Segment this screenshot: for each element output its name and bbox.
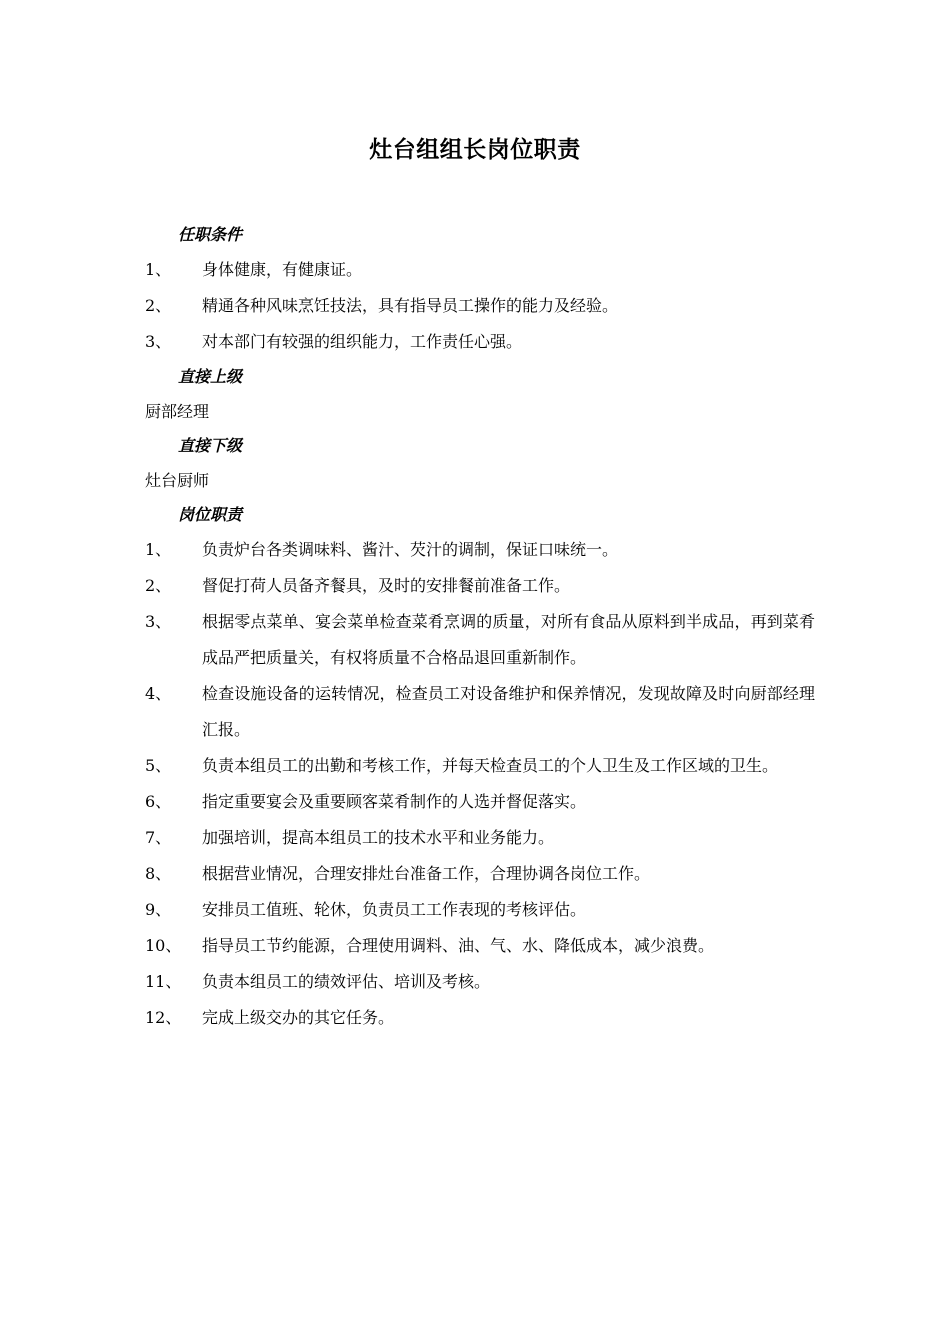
superior-value: 厨部经理 [145, 402, 210, 421]
list-item [145, 784, 815, 820]
list-item-number: 2、 [145, 296, 172, 315]
list-item-text: 指导员工节约能源，合理使用调料、油、气、水、降低成本，减少浪费。 [202, 936, 715, 955]
list-item-number: 4、 [145, 684, 172, 703]
list-item-number: 12、 [145, 1008, 182, 1027]
list-item-number: 9、 [145, 900, 172, 919]
list-item-number: 1、 [145, 260, 172, 279]
list-item-text: 根据营业情况，合理安排灶台准备工作，合理协调各岗位工作。 [202, 864, 651, 883]
list-item-text: 加强培训，提高本组员工的技术水平和业务能力。 [202, 828, 555, 847]
list-item [145, 252, 815, 288]
section-heading-subordinate: 直接下级 [178, 436, 243, 455]
list-item [145, 324, 815, 360]
list-item-text: 对本部门有较强的组织能力，工作责任心强。 [202, 332, 523, 351]
list-item [145, 892, 815, 928]
list-item [145, 928, 815, 964]
list-item [145, 532, 815, 568]
list-item-number: 5、 [145, 756, 172, 775]
list-item [145, 568, 815, 604]
list-item [145, 676, 815, 748]
list-item-number: 6、 [145, 792, 172, 811]
list-item [145, 964, 815, 1000]
list-item-text: 安排员工值班、轮休，负责员工工作表现的考核评估。 [202, 900, 587, 919]
list-item [145, 856, 815, 892]
list-item-text: 精通各种风味烹饪技法，具有指导员工操作的能力及经验。 [202, 296, 619, 315]
list-item [145, 1000, 815, 1036]
list-item-text: 身体健康，有健康证。 [202, 260, 363, 279]
list-item-text: 负责本组员工的出勤和考核工作，并每天检查员工的个人卫生及工作区域的卫生。 [202, 756, 779, 775]
list-item-number: 3、 [145, 332, 172, 351]
list-item-number: 2、 [145, 576, 172, 595]
list-item-text: 督促打荷人员备齐餐具，及时的安排餐前准备工作。 [202, 576, 571, 595]
list-item-text: 完成上级交办的其它任务。 [202, 1008, 395, 1027]
page-title: 灶台组组长岗位职责 [369, 137, 581, 163]
section-heading-superior: 直接上级 [178, 367, 243, 386]
list-item [145, 604, 815, 676]
list-item-number: 1、 [145, 540, 172, 559]
list-item-text: 检查设施设备的运转情况，检查员工对设备维护和保养情况，发现故障及时向厨部经理汇报。 [202, 684, 815, 739]
list-item [145, 820, 815, 856]
document-body [145, 218, 815, 1036]
list-item-number: 10、 [145, 936, 182, 955]
list-item-text: 负责本组员工的绩效评估、培训及考核。 [202, 972, 491, 991]
list-item-text: 指定重要宴会及重要顾客菜肴制作的人选并督促落实。 [202, 792, 587, 811]
list-item-number: 7、 [145, 828, 172, 847]
list-item-text: 负责炉台各类调味料、酱汁、芡汁的调制，保证口味统一。 [202, 540, 619, 559]
list-item-number: 8、 [145, 864, 172, 883]
list-item-number: 3、 [145, 612, 172, 631]
list-item-text: 根据零点菜单、宴会菜单检查菜肴烹调的质量，对所有食品从原料到半成品，再到菜肴成品严把质量关，有权将质量不合格品退回重新制作。 [202, 612, 815, 667]
list-item-number: 11、 [145, 972, 182, 991]
subordinate-value: 灶台厨师 [145, 471, 210, 490]
section-heading-qualifications: 任职条件 [178, 225, 243, 244]
section-heading-duties: 岗位职责 [178, 505, 243, 524]
list-item [145, 288, 815, 324]
list-item [145, 748, 815, 784]
